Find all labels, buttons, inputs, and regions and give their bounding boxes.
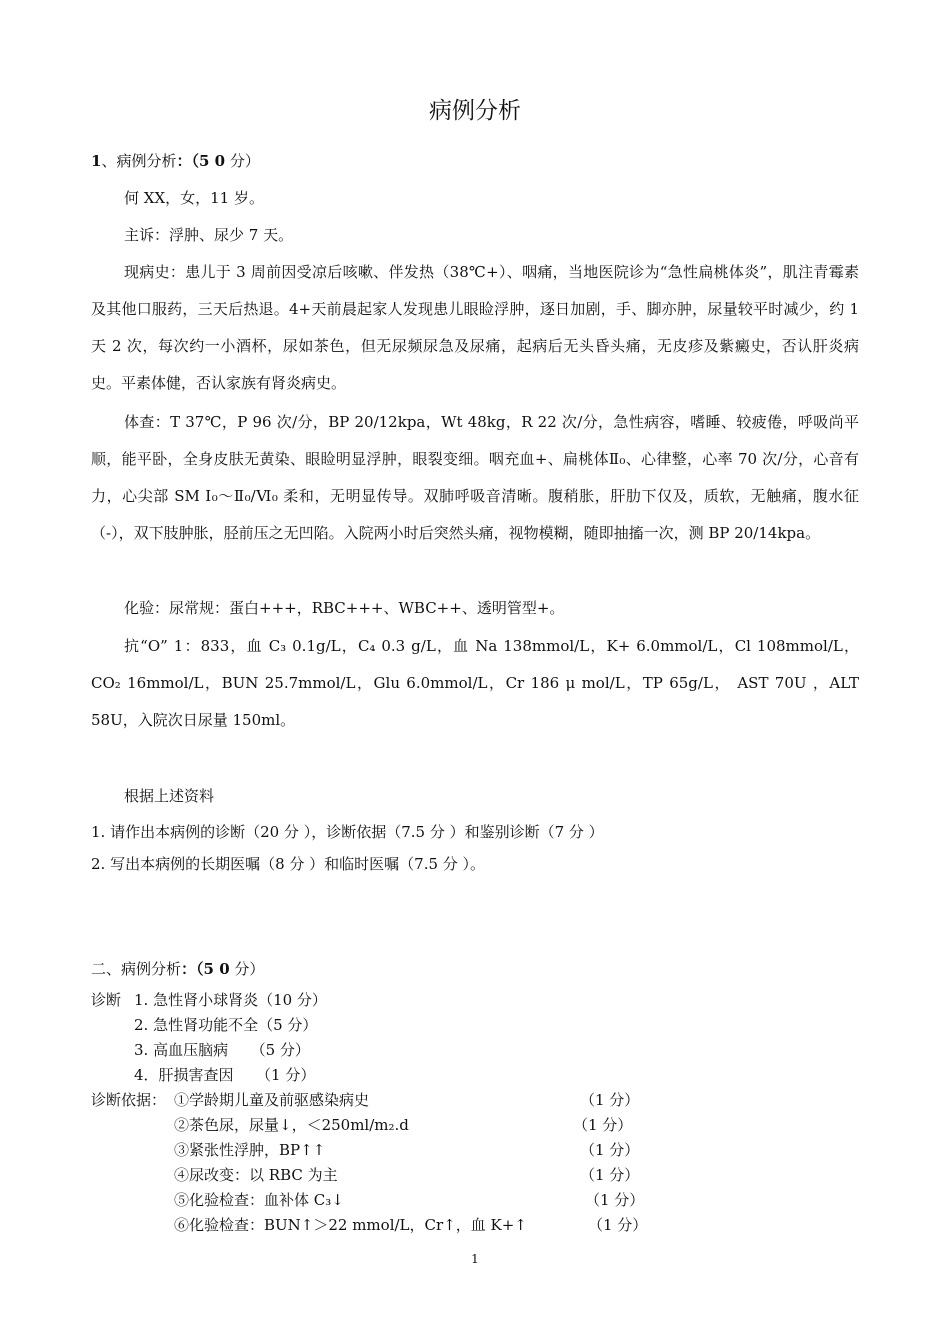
- basis-item-text: ①学龄期儿童及前驱感染病史: [174, 1091, 370, 1109]
- section1-heading-number: 1: [91, 152, 102, 170]
- question-1: 1. 请作出本病例的诊断（20 分 ），诊断依据（7.5 分 ）和鉴别诊断（7 分 ）: [91, 823, 604, 841]
- basis-item-text: ③紧张性浮肿，BP↑↑: [174, 1141, 326, 1159]
- section1-heading-score: 5 0: [198, 152, 226, 170]
- basis-item-score: （1 分）: [580, 1091, 640, 1109]
- diagnosis-item: 1. 急性肾小球肾炎（10 分）: [134, 991, 327, 1009]
- section1-heading: [91, 151, 260, 171]
- lab-urine: 化验：尿常规：蛋白+++，RBC+++、WBC++、透明管型+。: [124, 599, 565, 617]
- basis-item-text: ②茶色尿，尿量↓，＜250ml/m₂.d: [174, 1116, 409, 1134]
- section2-heading-score: 5 0: [203, 960, 230, 978]
- section2-heading-text: 二、病例分析: [91, 960, 182, 978]
- section1-heading-tail: 分）: [225, 152, 260, 170]
- diagnosis-item: 2. 急性肾功能不全（5 分）: [134, 1016, 318, 1034]
- page-number: 1: [471, 1252, 479, 1266]
- question-prompt: 根据上述资料: [124, 787, 215, 805]
- basis-item-text: ⑤化验检查：血补体 C₃↓: [174, 1191, 344, 1209]
- basis-item-text: ④尿改变：以 RBC 为主: [174, 1166, 338, 1184]
- section2-heading-tail: 分）: [229, 960, 265, 978]
- question-2: 2. 写出本病例的长期医嘱（8 分 ）和临时医嘱（7.5 分 ）。: [91, 855, 486, 873]
- basis-item-score: （1 分）: [580, 1141, 640, 1159]
- document-title: 病例分析: [429, 98, 521, 124]
- diagnosis-item: 4．肝损害查因 （1 分）: [134, 1066, 316, 1084]
- basis-item-score: （1 分）: [585, 1191, 645, 1209]
- diagnosis-item: 3. 高血压脑病 （5 分）: [134, 1041, 310, 1059]
- patient-info: 何 XX，女，11 岁。: [124, 189, 264, 207]
- section1-heading-colon: ：（: [176, 152, 199, 170]
- chief-complaint: 主诉：浮肿、尿少 7 天。: [124, 226, 294, 244]
- basis-item-score: （1 分）: [573, 1116, 633, 1134]
- basis-item-score: （1 分）: [580, 1166, 640, 1184]
- physical-exam: 体查：T 37℃，P 96 次/分，BP 20/12kpa，Wt 48kg，R 22 次/分，急性病容，嗜睡、较疲倦，呼吸尚平顺，能平卧，全身皮肤无黄染、眼睑明显浮肿，眼裂变细。咽充血+、扁桃体Ⅱ₀、心律整，心率 70 次/分，心音有力，心尖部 SM Ⅰ₀～Ⅱ₀/Ⅵ₀ 柔和，无明显传导。双肺呼吸音清晰。腹稍胀，肝肋下仅及，质软，无触痛，腹水征（-），双下肢肿胀，胫前压之无凹陷。入院两小时后突然头痛，视物模糊，随即抽搐一次，测 BP 20/14kpa。: [91, 413, 859, 542]
- basis-item-score: （1 分）: [588, 1216, 648, 1234]
- section2-heading-colon: ：（: [181, 960, 204, 978]
- section2-heading: [91, 959, 264, 979]
- lab-blood: 抗“O” 1：833，血 C₃ 0.1g/L，C₄ 0.3 g/L，血 Na 138mmol/L，K+ 6.0mmol/L，Cl 108mmol/L，CO₂ 16mmol/L，BUN 25.7mmol/L，Glu 6.0mmol/L，Cr 186 μ mol/L，TP 65g/L， AST 70U ，ALT 58U，入院次日尿量 150ml。: [91, 637, 859, 729]
- present-history: 现病史：患儿于 3 周前因受凉后咳嗽、伴发热（38℃+）、咽痛，当地医院诊为“急性扁桃体炎”，肌注青霉素及其他口服药，三天后热退。4+天前晨起家人发现患儿眼睑浮肿，逐日加剧，手、脚亦肿，尿量较平时减少，约 1 天 2 次，每次约一小酒杯，尿如茶色，但无尿频尿急及尿痛，起病后无头昏头痛，无皮疹及紫癜史，否认肝炎病史。平素体健，否认家族有肾炎病史。: [91, 263, 859, 392]
- diagnosis-label: 诊断: [91, 991, 122, 1009]
- basis-item-text: ⑥化验检查：BUN↑＞22 mmol/L，Cr↑，血 K+↑: [174, 1216, 527, 1234]
- section1-heading-text: 、病例分析: [101, 152, 177, 170]
- basis-label: 诊断依据：: [91, 1091, 167, 1109]
